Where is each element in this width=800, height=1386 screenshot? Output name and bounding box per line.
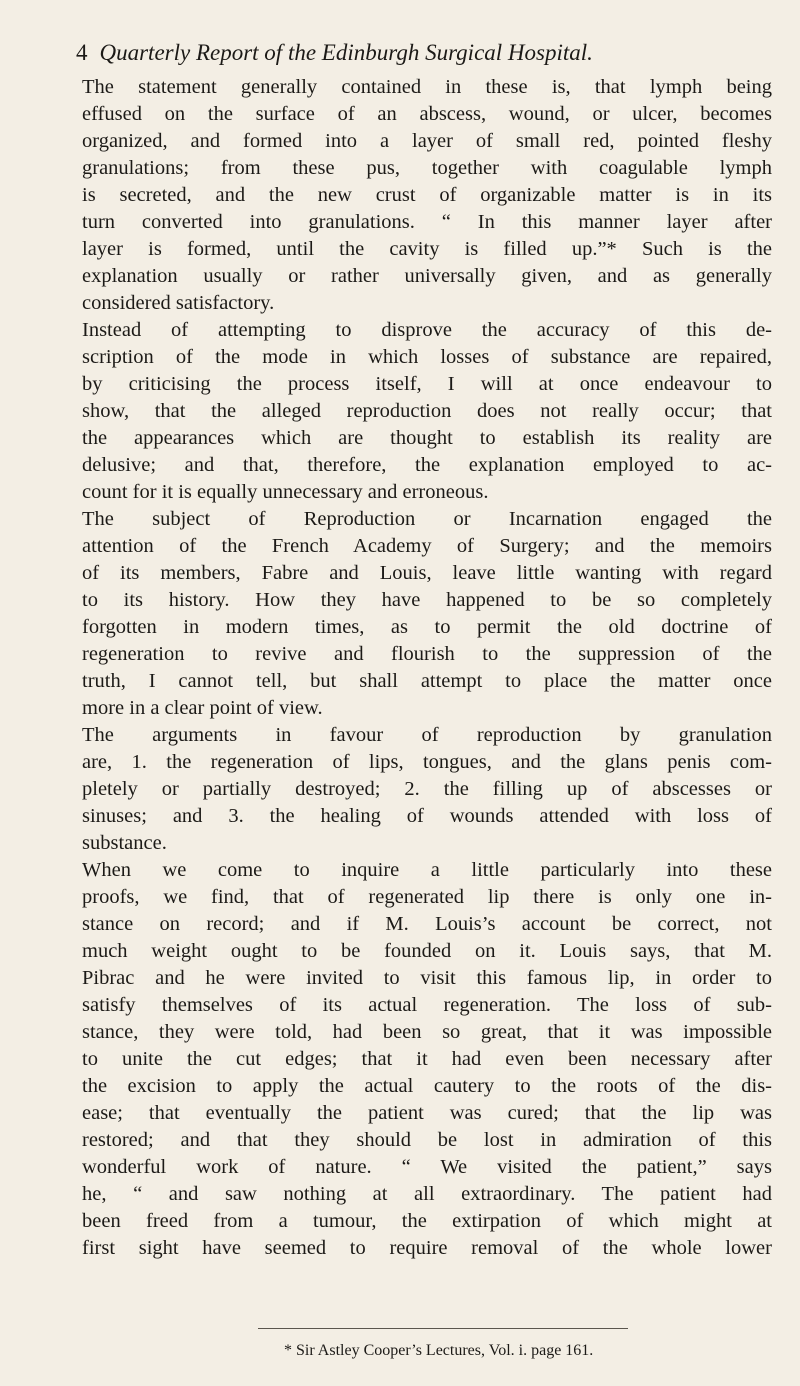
text-line: When we come to inquire a little particularly into these [82,859,772,881]
text-line: more in a clear point of view. [82,697,323,719]
text-line: attention of the French Academy of Surgery; and the memoirs [82,535,772,557]
text-line: delusive; and that, therefore, the explanation employed to ac- [82,454,772,476]
text-line: turn converted into granulations. “ In this manner layer after [82,211,772,233]
text-line: satisfy themselves of its actual regeneration. The loss of sub- [82,994,772,1016]
text-line: effused on the surface of an abscess, wound, or ulcer, becomes [82,103,772,125]
text-line: the excision to apply the actual cautery to the roots of the dis- [82,1075,772,1097]
text-line: stance on record; and if M. Louis’s account be correct, not [82,913,772,935]
text-line: Pibrac and he were invited to visit this famous lip, in order to [82,967,772,989]
running-title: Quarterly Report of the Edinburgh Surgical Hospital. [99,40,593,65]
body-text [82,74,772,1262]
text-line: proofs, we find, that of regenerated lip there is only one in- [82,886,772,908]
text-line: organized, and formed into a layer of small red, pointed fleshy [82,130,772,152]
running-head [76,38,766,68]
text-line: restored; and that they should be lost in admiration of this [82,1129,772,1151]
text-line: been freed from a tumour, the extirpation of which might at [82,1210,772,1232]
text-line: forgotten in modern times, as to permit the old doctrine of [82,616,772,638]
text-line: pletely or partially destroyed; 2. the filling up of abscesses or [82,778,772,800]
text-line: explanation usually or rather universally given, and as generally [82,265,772,287]
text-line: granulations; from these pus, together with coagulable lymph [82,157,772,179]
text-line: to unite the cut edges; that it had even been necessary after [82,1048,772,1070]
text-line: The arguments in favour of reproduction by granulation [82,724,772,746]
footnote: * Sir Astley Cooper’s Lectures, Vol. i. page 161. [284,1342,594,1359]
text-line: The subject of Reproduction or Incarnation engaged the [82,508,772,530]
text-line: substance. [82,832,167,854]
text-line: stance, they were told, had been so great, that it was impossible [82,1021,772,1043]
text-line: first sight have seemed to require removal of the whole lower [82,1237,772,1259]
page-number: 4 [76,40,88,65]
text-line: is secreted, and the new crust of organizable matter is in its [82,184,772,206]
text-line: count for it is equally unnecessary and erroneous. [82,481,489,503]
text-line: sinuses; and 3. the healing of wounds attended with loss of [82,805,772,827]
text-line: scription of the mode in which losses of substance are repaired, [82,346,772,368]
footnote-rule [258,1328,628,1329]
text-line: The statement generally contained in these is, that lymph being [82,76,772,98]
text-line: to its history. How they have happened to be so completely [82,589,772,611]
text-line: show, that the alleged reproduction does not really occur; that [82,400,772,422]
text-line: considered satisfactory. [82,292,275,314]
text-line: of its members, Fabre and Louis, leave little wanting with regard [82,562,772,584]
text-line: much weight ought to be founded on it. Louis says, that M. [82,940,772,962]
text-line: truth, I cannot tell, but shall attempt to place the matter once [82,670,772,692]
text-line: are, 1. the regeneration of lips, tongues, and the glans penis com- [82,751,772,773]
text-line: wonderful work of nature. “ We visited the patient,” says [82,1156,772,1178]
text-line: the appearances which are thought to establish its reality are [82,427,772,449]
text-line: layer is formed, until the cavity is filled up.”* Such is the [82,238,772,260]
text-line: Instead of attempting to disprove the accuracy of this de- [82,319,772,341]
text-line: he, “ and saw nothing at all extraordinary. The patient had [82,1183,772,1205]
text-line: regeneration to revive and flourish to the suppression of the [82,643,772,665]
text-line: ease; that eventually the patient was cured; that the lip was [82,1102,772,1124]
text-line: by criticising the process itself, I will at once endeavour to [82,373,772,395]
